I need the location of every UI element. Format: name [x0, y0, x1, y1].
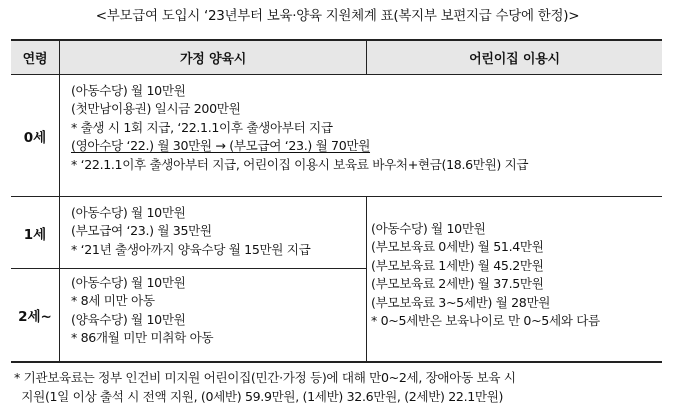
age-0-label: 0세 — [23, 129, 47, 146]
age-2-home-line: (양육수당) 월 10만원 — [71, 311, 186, 327]
lower-column-divider — [366, 196, 367, 362]
daycare-line: (부모보육료 3~5세반) 월 28만원 — [371, 294, 551, 310]
table-bottom-border — [11, 361, 662, 363]
daycare-line: (부모보육료 1세반) 월 45.2만원 — [371, 257, 544, 273]
age-1-label: 1세 — [23, 226, 47, 243]
age-1-home-line: (아동수당) 월 10만원 — [71, 205, 186, 220]
footnote-line: * 기관보육료는 정부 인건비 미지원 어린이집(민간·가정 등)에 대해 만0~2세, 장애아동 보육 시 — [14, 370, 516, 385]
age-2-home-line: * 86개월 미만 미취학 아동 — [71, 330, 214, 346]
age1-bottom-border — [11, 268, 366, 269]
daycare-support-cell — [371, 220, 600, 330]
age-0-support-cell — [71, 82, 528, 174]
age-0-line: * ‘22.1.1이후 출생아부터 지급, 어린이집 이용시 보육료 바우처+현금(18.6만원) 지급 — [71, 156, 529, 172]
age-0-line: (아동수당) 월 10만원 — [71, 83, 186, 98]
table-title: <부모급여 도입시 ‘23년부터 보육·양육 지원체계 표(복지부 보편지급 수당에 한정)> — [95, 8, 580, 24]
age-0-line: * 출생 시 1회 지급, ‘22.1.1이후 출생아부터 지급 — [71, 119, 333, 135]
footnote-line: 지원(1일 이상 출석 시 전액 지원, (0세반) 59.9만원, (1세반) 32.6만원, (2세반) 22.1만원) — [14, 389, 504, 404]
age-0-parent-allowance-line: (영아수당 ‘22.) 월 30만원 → (부모급여 ‘23.) 월 70만원 — [71, 138, 371, 154]
age-column-divider — [59, 40, 60, 362]
age-1-home-care-cell — [71, 204, 310, 259]
header-daycare: 어린이집 이용시 — [469, 52, 560, 67]
age-2-home-care-cell — [71, 274, 213, 348]
age-0-line: (첫만남이용권) 일시금 200만원 — [71, 101, 241, 117]
age0-bottom-border — [11, 196, 662, 197]
age-1-home-line: * ‘21년 출생아까지 양육수당 월 15만원 지급 — [71, 241, 311, 257]
age-2-plus-label: 2세~ — [18, 309, 52, 325]
header-age: 연령 — [22, 52, 48, 67]
age-2-home-line: (아동수당) 월 10만원 — [71, 275, 186, 290]
daycare-line: (부모보육료 2세반) 월 37.5만원 — [371, 276, 544, 292]
footnote — [14, 368, 664, 406]
daycare-line: * 0~5세반은 보육나이로 만 0~5세와 다름 — [371, 312, 600, 328]
daycare-line: (부모보육료 0세반) 월 51.4만원 — [371, 239, 544, 255]
header-home-care: 가정 양육시 — [179, 52, 247, 67]
age-2-home-line: * 8세 미만 아동 — [71, 293, 155, 309]
daycare-line: (아동수당) 월 10만원 — [371, 221, 486, 236]
age-1-home-line: (부모급여 ‘23.) 월 35만원 — [71, 223, 212, 239]
